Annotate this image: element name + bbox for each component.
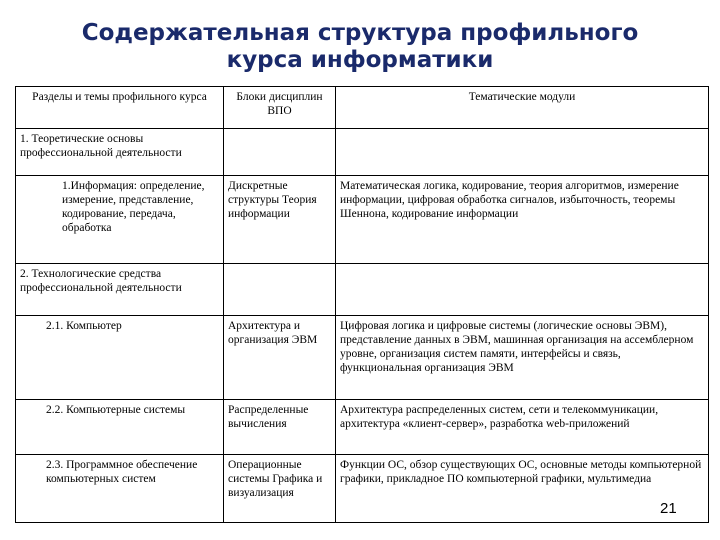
- table-row: [16, 400, 709, 455]
- topic-cell: 1.Информация: определение, измерение, представление, кодирование, передача, обработка: [16, 176, 224, 264]
- module-cell: Архитектура распределенных систем, сети и телекоммуникации, архитектура «клиент-сервер», разработка web-приложений: [336, 400, 709, 455]
- table-row: [16, 455, 709, 523]
- section-cell: 1. Теоретические основы профессиональной деятельности: [16, 129, 224, 176]
- table-row: [16, 264, 709, 316]
- module-cell: [336, 264, 709, 316]
- header-blocks: Блоки дисциплин ВПО: [224, 87, 336, 129]
- module-cell: Цифровая логика и цифровые системы (логические основы ЭВМ), представление данных в ЭВМ, машинная организация на ассемблерном уровне, организация систем памяти, интерфейсы и связь, функциональная организация ЭВМ: [336, 316, 709, 400]
- title-line-1: Содержательная структура профильного: [81, 20, 639, 46]
- header-sections: Разделы и темы профильного курса: [16, 87, 224, 129]
- table-row: [16, 316, 709, 400]
- block-cell: Операционные системы Графика и визуализация: [224, 455, 336, 523]
- topic-cell: 2.2. Компьютерные системы: [16, 400, 224, 455]
- table-header-row: [16, 87, 709, 129]
- block-cell: Распределенные вычисления: [224, 400, 336, 455]
- table-row: [16, 129, 709, 176]
- structure-table: [15, 86, 709, 523]
- module-cell: Математическая логика, кодирование, теория алгоритмов, измерение информации, цифровая обработка сигналов, избыточность, теоремы Шеннона, кодирование информации: [336, 176, 709, 264]
- block-cell: [224, 264, 336, 316]
- block-cell: Дискретные структуры Теория информации: [224, 176, 336, 264]
- module-cell: Функции ОС, обзор существующих ОС, основные методы компьютерной графики, прикладное ПО компьютерной графики, мультимедиа: [336, 455, 709, 523]
- module-cell: [336, 129, 709, 176]
- block-cell: [224, 129, 336, 176]
- page-number: 21: [660, 500, 677, 517]
- section-cell: 2. Технологические средства профессиональной деятельности: [16, 264, 224, 316]
- title-line-2: курса информатики: [226, 47, 494, 73]
- topic-cell: 2.1. Компьютер: [16, 316, 224, 400]
- topic-cell: 2.3. Программное обеспечение компьютерных систем: [16, 455, 224, 523]
- block-cell: Архитектура и организация ЭВМ: [224, 316, 336, 400]
- slide-title: [0, 20, 720, 74]
- header-modules: Тематические модули: [336, 87, 709, 129]
- table-row: [16, 176, 709, 264]
